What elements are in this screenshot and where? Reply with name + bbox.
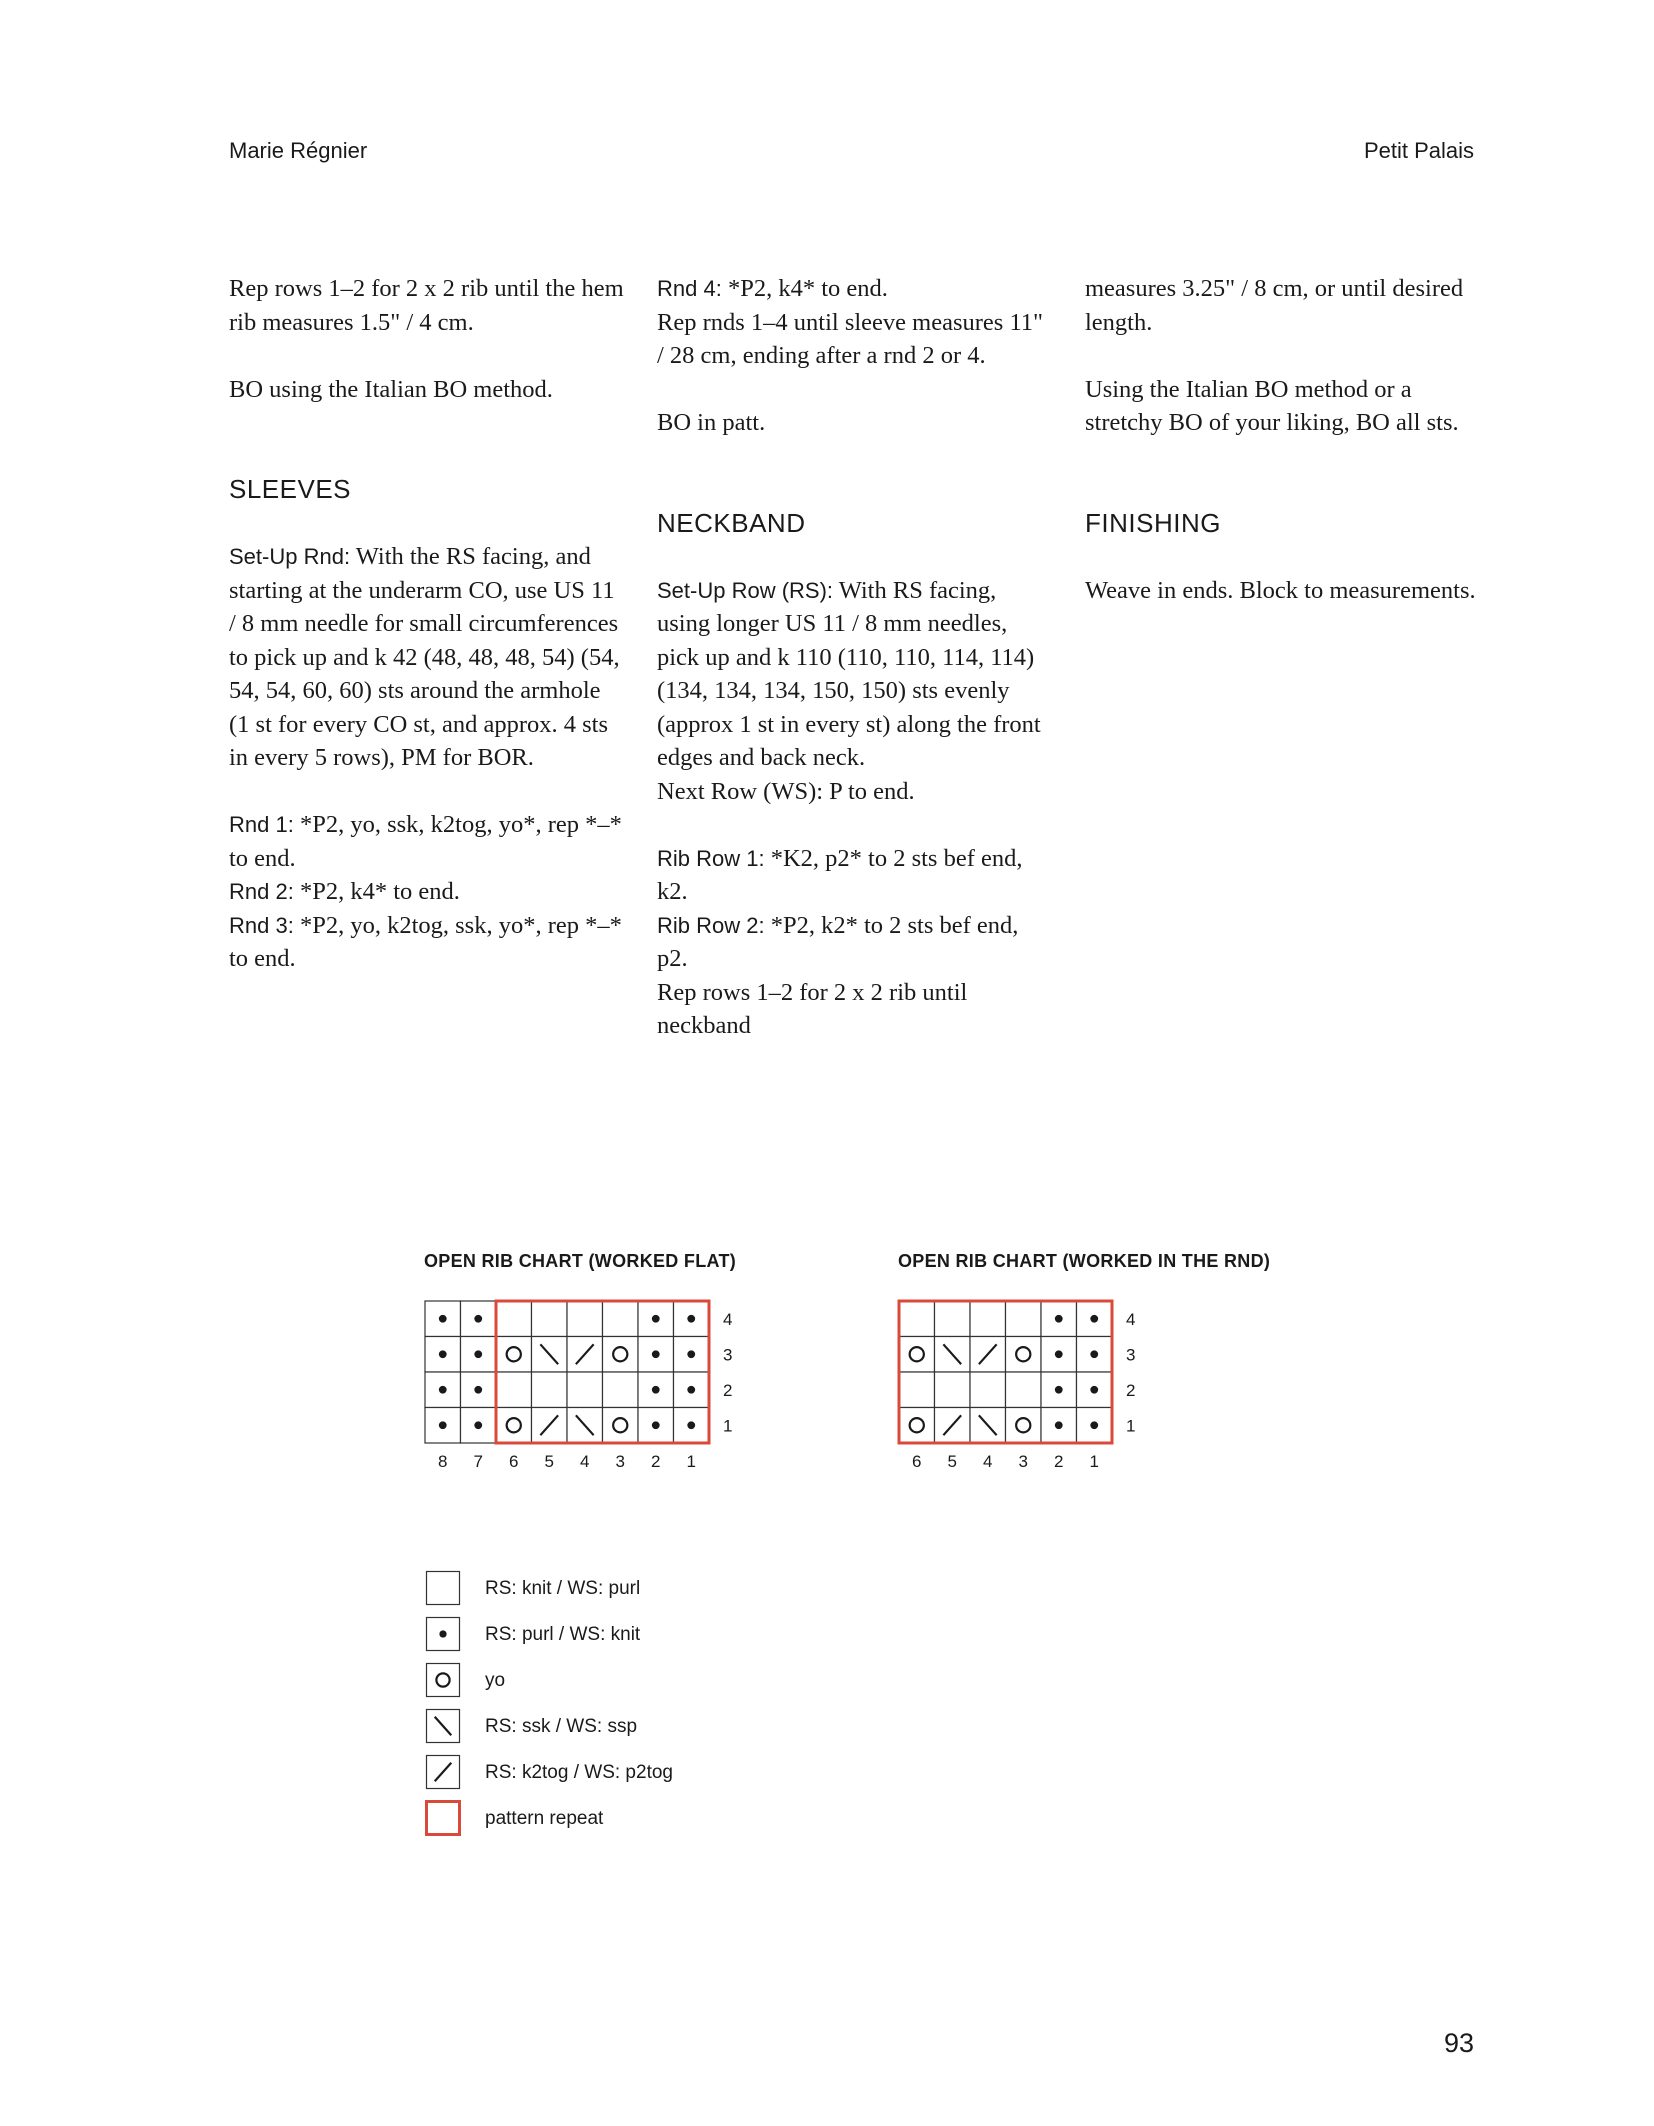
instruction-label: Rib Row 2: — [657, 912, 765, 938]
column-label: 1 — [686, 1452, 696, 1471]
purl-dot-icon — [1055, 1315, 1063, 1323]
column-1 — [229, 272, 624, 976]
column-label: 6 — [509, 1452, 519, 1471]
instruction-label: Rnd 2: — [229, 879, 294, 904]
chart-legend — [425, 1570, 825, 1846]
purl-dot-icon — [1090, 1386, 1098, 1394]
purl-symbol-icon — [425, 1616, 461, 1652]
chart-cell — [899, 1372, 935, 1408]
chart-cell — [1006, 1408, 1042, 1444]
paragraph — [657, 909, 1052, 976]
chart-cell — [899, 1337, 935, 1373]
purl-dot-icon — [1090, 1315, 1098, 1323]
column-label: 8 — [438, 1452, 448, 1471]
chart-cell — [899, 1301, 935, 1337]
section-heading-finishing: FINISHING — [1085, 507, 1221, 538]
legend-item-ssk — [425, 1708, 825, 1754]
chart-cell — [603, 1408, 639, 1444]
purl-dot-icon — [474, 1386, 482, 1394]
paragraph: BO in patt. — [657, 409, 766, 436]
column-label: 4 — [983, 1452, 993, 1471]
purl-dot-icon — [687, 1421, 695, 1429]
purl-dot-icon — [1055, 1421, 1063, 1429]
open-rib-chart-rnd — [898, 1300, 1158, 1480]
purl-dot-icon — [439, 1421, 447, 1429]
instruction-label: Set-Up Rnd: — [229, 544, 351, 569]
instruction-label: Rnd 3: — [229, 912, 294, 938]
column-label: 7 — [473, 1452, 483, 1471]
purl-dot-icon — [474, 1421, 482, 1429]
instruction-label: Set-Up Row (RS): — [657, 577, 834, 603]
paragraph: Weave in ends. Block to measurements. — [1085, 576, 1476, 604]
paragraph — [657, 272, 1052, 306]
row-label: 2 — [723, 1380, 733, 1400]
legend-item-knit — [425, 1570, 825, 1616]
column-label: 2 — [1054, 1452, 1064, 1471]
row-label: 3 — [723, 1345, 733, 1365]
row-label: 1 — [1126, 1416, 1136, 1436]
chart-cell — [1006, 1337, 1042, 1373]
paragraph — [229, 808, 624, 875]
paragraph — [229, 540, 624, 775]
row-label: 1 — [723, 1416, 733, 1436]
purl-dot-icon — [474, 1315, 482, 1323]
instruction-text: With RS facing, using longer US 11 / 8 mm needles, pick up and k 110 (110, 110, 114, 114) (134, 134, 134, 150, 150) sts evenly (approx 1 st in every st) along the front edges and back neck. — [657, 576, 1041, 771]
column-label: 2 — [651, 1452, 661, 1471]
legend-label: RS: purl / WS: knit — [485, 1624, 641, 1645]
chart-cell — [603, 1301, 639, 1337]
purl-dot-icon — [474, 1350, 482, 1358]
chart-cell — [567, 1372, 603, 1408]
instruction-text: *P2, yo, ssk, k2tog, yo*, rep *–* to end. — [229, 811, 622, 872]
row-label: 4 — [1126, 1309, 1136, 1329]
instruction-text: *P2, yo, k2tog, ssk, yo*, rep *–* to end. — [229, 911, 622, 972]
chart-cell — [899, 1408, 935, 1444]
column-label: 5 — [947, 1452, 957, 1471]
instruction-label: Rnd 1: — [229, 812, 294, 837]
purl-dot-icon — [652, 1386, 660, 1394]
chart-cell — [603, 1372, 639, 1408]
header-author: Marie Régnier — [229, 138, 368, 163]
repeat-symbol-icon — [425, 1800, 461, 1836]
legend-item-yo — [425, 1662, 825, 1708]
chart-cell — [532, 1301, 568, 1337]
legend-item-k2tog — [425, 1754, 825, 1800]
section-heading-neckband: NECKBAND — [657, 507, 806, 538]
chart-cell — [935, 1372, 971, 1408]
purl-dot-icon — [1090, 1350, 1098, 1358]
section-heading-sleeves: SLEEVES — [229, 474, 352, 504]
paragraph — [229, 909, 624, 976]
purl-dot-icon — [439, 1630, 446, 1637]
legend-label: RS: knit / WS: purl — [485, 1578, 641, 1599]
open-rib-chart-flat — [424, 1300, 754, 1480]
purl-dot-icon — [439, 1386, 447, 1394]
column-2 — [657, 272, 1052, 1043]
paragraph — [657, 842, 1052, 909]
column-label: 3 — [1018, 1452, 1028, 1471]
purl-dot-icon — [439, 1350, 447, 1358]
paragraph: Rep rows 1–2 for 2 x 2 rib until neckband — [657, 978, 968, 1039]
purl-dot-icon — [687, 1350, 695, 1358]
legend-item-purl — [425, 1616, 825, 1662]
paragraph — [229, 875, 624, 909]
chart-cell — [1006, 1301, 1042, 1337]
instruction-label: Rib Row 1: — [657, 845, 765, 871]
instruction-text: *P2, k2* to 2 sts bef end, p2. — [657, 911, 1019, 972]
purl-dot-icon — [1090, 1421, 1098, 1429]
column-3 — [1085, 272, 1480, 607]
chart-title-rnd: OPEN RIB CHART (WORKED IN THE RND) — [898, 1251, 1271, 1271]
legend-label: pattern repeat — [485, 1808, 604, 1829]
instruction-text: *K2, p2* to 2 sts bef end, k2. — [657, 844, 1023, 905]
purl-dot-icon — [652, 1350, 660, 1358]
legend-label: RS: k2tog / WS: p2tog — [485, 1762, 673, 1783]
purl-dot-icon — [439, 1315, 447, 1323]
chart-cell — [496, 1301, 532, 1337]
chart-cell — [567, 1301, 603, 1337]
legend-label: yo — [485, 1670, 506, 1691]
yo-symbol-icon — [425, 1662, 461, 1698]
purl-dot-icon — [1055, 1386, 1063, 1394]
row-label: 2 — [1126, 1380, 1136, 1400]
instruction-text: *P2, k4* to end. — [293, 878, 460, 905]
knit-symbol-icon — [425, 1570, 461, 1606]
purl-dot-icon — [687, 1315, 695, 1323]
paragraph: measures 3.25" / 8 cm, or until desired length. — [1085, 275, 1464, 336]
instruction-text: With the RS facing, and starting at the underarm CO, use US 11 / 8 mm needle for small circumferences to pick up and k 42 (48, 48, 48, 54) (54, 54, 54, 60, 60) sts around the armhole (1 st for every CO st, and approx. 4 sts in every 5 rows), PM for BOR. — [229, 543, 620, 771]
chart-title-flat: OPEN RIB CHART (WORKED FLAT) — [424, 1251, 737, 1271]
chart-cell — [970, 1301, 1006, 1337]
column-label: 5 — [544, 1452, 554, 1471]
column-label: 6 — [912, 1452, 922, 1471]
chart-cell — [603, 1337, 639, 1373]
chart-cell — [496, 1372, 532, 1408]
column-label: 1 — [1089, 1452, 1099, 1471]
chart-cell — [496, 1337, 532, 1373]
purl-dot-icon — [687, 1386, 695, 1394]
k2tog-symbol-icon — [425, 1754, 461, 1790]
row-label: 4 — [723, 1309, 733, 1329]
ssk-symbol-icon — [425, 1708, 461, 1744]
purl-dot-icon — [1055, 1350, 1063, 1358]
purl-dot-icon — [652, 1315, 660, 1323]
chart-cell — [496, 1408, 532, 1444]
column-label: 3 — [615, 1452, 625, 1471]
row-label: 3 — [1126, 1345, 1136, 1365]
chart-cell — [532, 1372, 568, 1408]
paragraph — [657, 574, 1052, 775]
legend-label: RS: ssk / WS: ssp — [485, 1716, 638, 1737]
chart-cell — [1006, 1372, 1042, 1408]
chart-cell — [970, 1372, 1006, 1408]
paragraph: Rep rows 1–2 for 2 x 2 rib until the hem rib measures 1.5" / 4 cm. — [229, 275, 624, 336]
page-number: 93 — [1443, 2028, 1474, 2058]
paragraph: Rep rnds 1–4 until sleeve measures 11" / 28 cm, ending after a rnd 2 or 4. — [657, 308, 1044, 369]
paragraph: Using the Italian BO method or a stretchy BO of your liking, BO all sts. — [1085, 375, 1459, 436]
chart-cell — [935, 1301, 971, 1337]
paragraph: BO using the Italian BO method. — [229, 375, 553, 403]
instruction-label: Rnd 4: — [657, 276, 722, 301]
paragraph: Next Row (WS): P to end. — [657, 777, 915, 805]
column-label: 4 — [580, 1452, 590, 1471]
header-title: Petit Palais — [1363, 138, 1474, 163]
purl-dot-icon — [652, 1421, 660, 1429]
instruction-text: *P2, k4* to end. — [721, 275, 888, 302]
legend-item-repeat — [425, 1800, 825, 1846]
